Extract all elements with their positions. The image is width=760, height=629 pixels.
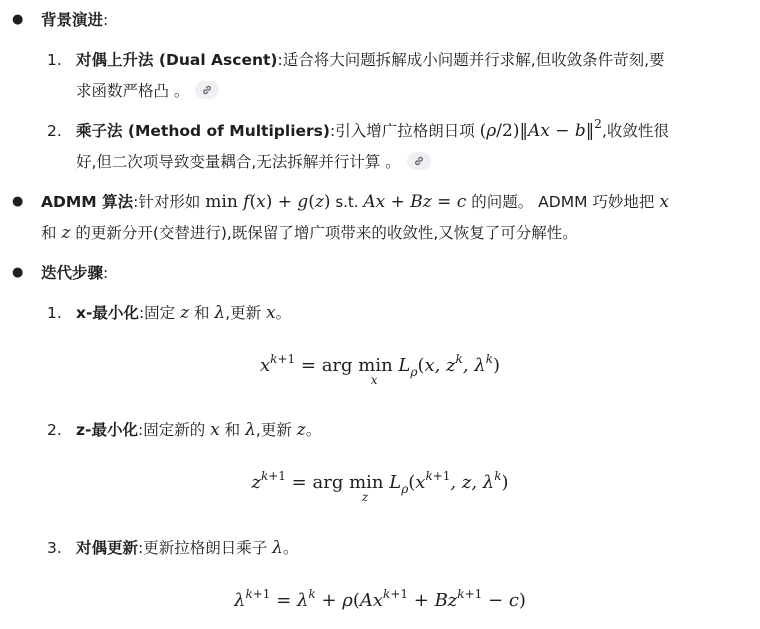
link-icon[interactable] [195, 81, 219, 99]
item-title: 乘子法 (Method of Multipliers) [76, 122, 330, 140]
sub-item-text: 好,但二次项导致变量耦合,无法拆解并行计算 。 [76, 151, 431, 173]
equation-lambda-update: $\lambda^{k+1} = \lambda^k + \rho(Ax^{k+1} + Bz^{k+1} - c)$ [234, 587, 526, 611]
sub-item-text: 求函数严格凸 。 [76, 80, 219, 102]
sub-item-multipliers: 乘子法 (Method of Multipliers):引入增广拉格朗日项 (ρ/2)‖Ax − b‖$^2$,收敛性很 [76, 117, 669, 141]
item-title: ADMM 算法 [41, 193, 134, 211]
list-number: 1. [47, 51, 62, 69]
list-item-steps: 迭代步骤: [41, 264, 109, 282]
list-number: 2. [47, 122, 62, 140]
link-icon[interactable] [407, 152, 431, 170]
sub-item-dual-ascent: 对偶上升法 (Dual Ascent):适合将大问题拆解成小问题并行求解,但收敛条件苛刻,要 [76, 51, 665, 69]
list-item-admm: ADMM 算法:针对形如 min f(x) + g(z) s.t. Ax + Bz = c 的问题。 ADMM 巧妙地把 x [41, 192, 669, 212]
bullet-dot-icon: ● [12, 265, 24, 280]
equation-z-update: $z^{k+1}$ = arg min z $L_\rho(x^{k+1}$, z, $\lambda^k$) [251, 469, 509, 504]
step-z-minimization: z-最小化:固定新的 x 和 λ,更新 z。 [76, 420, 322, 440]
item-title: 迭代步骤 [41, 264, 104, 282]
bullet-dot-icon: ● [12, 194, 24, 209]
item-title: x-最小化 [76, 304, 139, 322]
step-dual-update: 对偶更新:更新拉格朗日乘子 λ。 [76, 538, 299, 558]
item-title: z-最小化 [76, 421, 138, 439]
list-number: 3. [47, 539, 62, 557]
item-title: 对偶更新 [76, 539, 139, 557]
list-item-background: 背景演进: [41, 11, 109, 29]
item-title: 背景演进 [41, 11, 104, 29]
item-title: 对偶上升法 (Dual Ascent) [76, 51, 278, 69]
list-number: 2. [47, 421, 62, 439]
step-x-minimization: x-最小化:固定 z 和 λ,更新 x。 [76, 303, 292, 323]
bullet-dot-icon: ● [12, 12, 24, 27]
equation-x-update: $x^{k+1}$ = arg min x $L_\rho(x$, $z^k$, $\lambda^k$) [259, 352, 500, 387]
math-inline: (ρ/2)‖Ax − b‖$^2$ [479, 117, 602, 141]
math-inline: min f(x) + g(z) [205, 192, 331, 212]
admm-text: 和 z 的更新分开(交替进行),既保留了增广项带来的收敛性,又恢复了可分解性。 [41, 223, 578, 243]
list-number: 1. [47, 304, 62, 322]
